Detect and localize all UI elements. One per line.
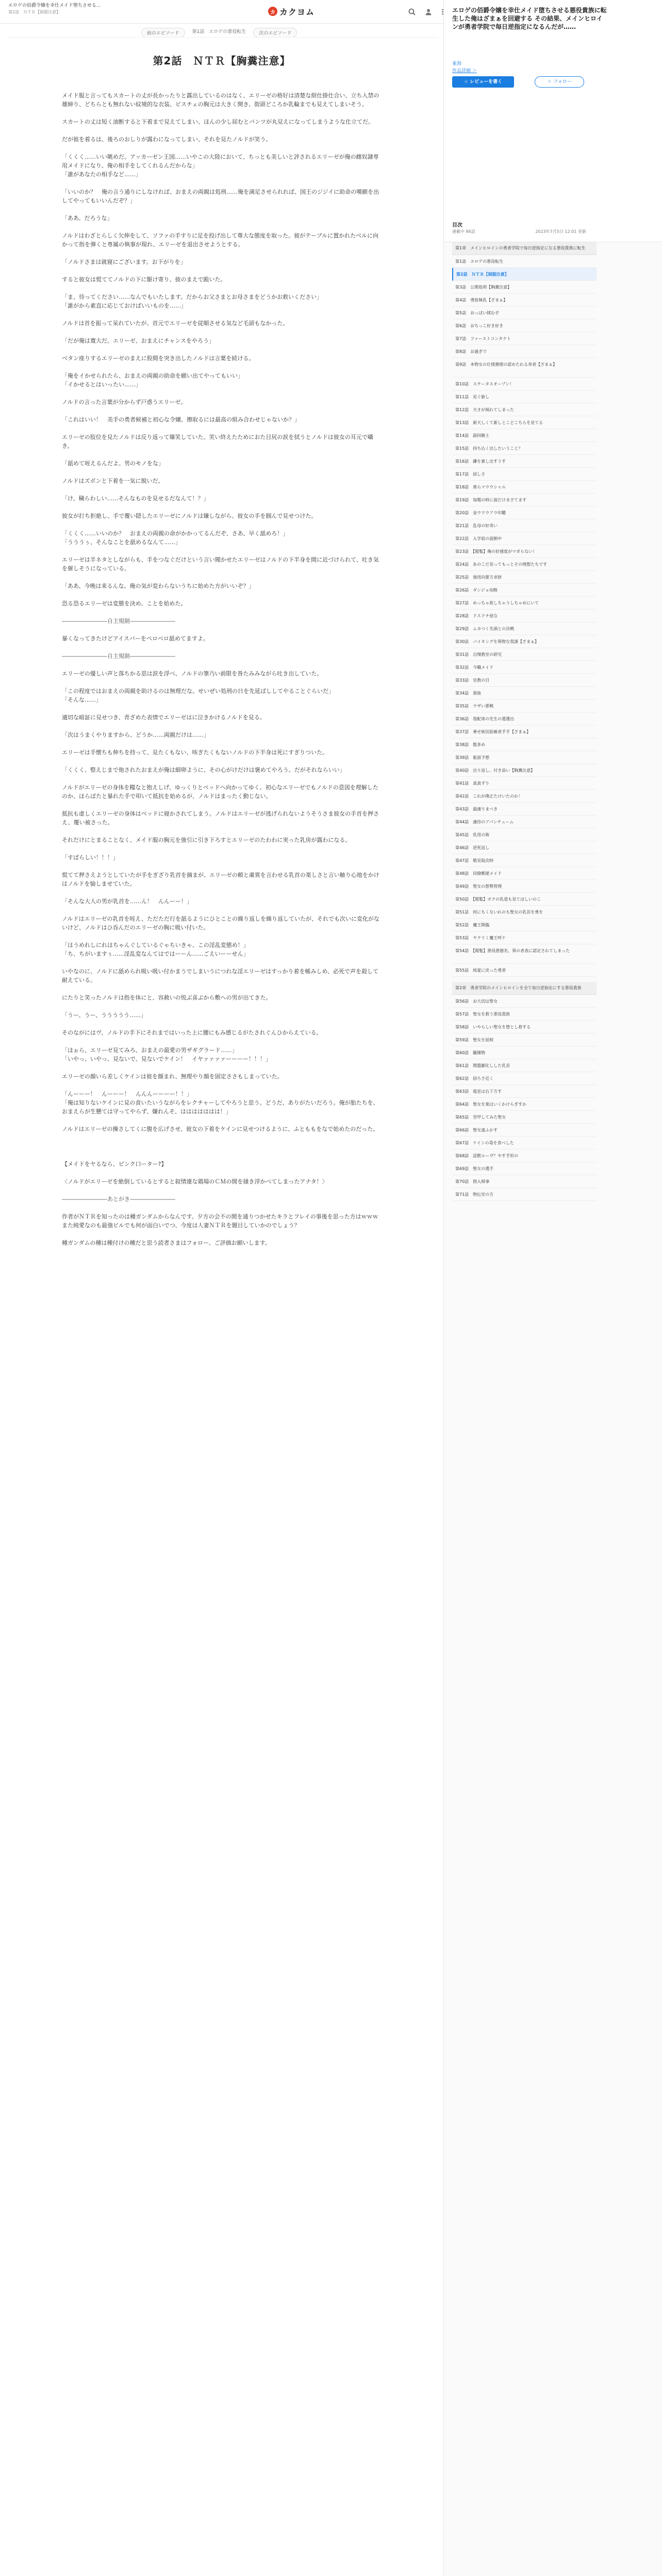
episode-paragraph: 「ま、待ってください……なんでもいたします。だからお父さまとお母さまをどうかお救いください」 「誰がから素直に応じておけばいいものを……」 bbox=[62, 294, 323, 309]
episode-nav bbox=[0, 28, 438, 38]
toc-item[interactable]: 第65話 翌甲してみた聖女 bbox=[452, 1111, 597, 1124]
toc-item[interactable]: 第17話 固しさ bbox=[452, 468, 597, 481]
toc-item[interactable]: 第68話 話獣ルーヴ？やす手形の bbox=[452, 1149, 597, 1162]
toc-item[interactable]: 第13話 新天しくて新しとこどこちらを見てる bbox=[452, 416, 597, 429]
episode-paragraph: 「いいのか？ 俺の言う通りにしなければ、おまえの両親は処刑……俺を満足させられれば、国王のジジイに助命の嘆願を出してやってもいいんだぞ？」 bbox=[62, 189, 379, 204]
toc-item[interactable]: 第28話 ドスドナ屋な bbox=[452, 609, 597, 622]
toc-item[interactable]: 第24話 あのこだ見ってもっとその理想たちです bbox=[452, 558, 597, 571]
episode-paragraph: 「そんな大人の男が乳首を……ん！ んんーー！」 bbox=[62, 898, 192, 905]
sidebar bbox=[443, 0, 662, 2576]
toc-item[interactable]: 第71話 物伝室の方 bbox=[452, 1188, 597, 1201]
toc-item[interactable]: 第70話 囲入帰事 bbox=[452, 1175, 597, 1188]
toc-item[interactable]: 第32話 今職メイド bbox=[452, 661, 597, 674]
episode-paragraph: それだけにとまることなく、メイド服の胸元を強引に引き下ろすとエリーゼのたわわに実った乳房が露わになる。 bbox=[62, 837, 351, 843]
sidebar-work-title[interactable]: エロゲの佰爵令嬢を幸仕メイド堕ちさせる悪役貴族に転生した俺はざまぁを回避する その結果、メインヒロインが勇者学院で毎日逆指定になるんだが…… bbox=[452, 7, 607, 30]
toc-item[interactable]: 第18話 奥らマウウシャル bbox=[452, 481, 597, 494]
episode-paragraph: 「ノルドさまは就寝にございます。お下がりを」 bbox=[62, 259, 186, 265]
toc-item[interactable]: 第12話 天才が現れてしまった bbox=[452, 403, 597, 416]
sidebar-work-detail-link[interactable]: 作品詳細 ＞ bbox=[452, 69, 477, 74]
toc-item[interactable]: 第6話 おちっこ好き好き bbox=[452, 319, 597, 332]
toc-item[interactable]: 第41話 真真ずり bbox=[452, 777, 597, 790]
episode-paragraph: 慌てて押さえようとしていたが手をぎざり乳首を摘まが、エリーゼの頼と粛異を言わせる乳首の楽しさと言い触り心地をかけはノルドを愉しませていた。 bbox=[62, 872, 379, 887]
toc-title: 目次 bbox=[452, 223, 462, 228]
toc-item[interactable]: 第36話 我配車の先生の遣選出 bbox=[452, 713, 597, 725]
episode-paragraph: 作者がＮＴＲを知ったのは種ガンダムからなんです。夕方の会不の間を通りつかせたキラとフレイの事後を思った方はｗｗｗ また純愛なのも最強ビルでも何が面白いでつ、今度は人妻ＮＴＲを題目していかのでしょう？ bbox=[62, 1213, 384, 1229]
header-work-title[interactable]: エロゲの佰爵令嬢を幸仕メイド堕ちさせる... bbox=[8, 3, 101, 8]
toc-item[interactable]: 第60話 騒操物 bbox=[452, 1046, 597, 1059]
toc-item[interactable]: 第56話 お大切は聖女 bbox=[452, 995, 597, 1008]
episode-paragraph: 「ああ、だろうな」 bbox=[62, 215, 113, 222]
table-of-contents bbox=[452, 242, 597, 1201]
toc-item[interactable]: 第19話 毎題の時に面だけまざてます bbox=[452, 494, 597, 506]
toc-chapter-heading: 第2章 勇者学院のメインヒロインを全て毎日逆指定にする悪役貴族 bbox=[452, 982, 597, 995]
toc-item[interactable]: 第49話 聖女の想勢管理 bbox=[452, 880, 597, 893]
episode-paragraph: 「うー、うー、ううううう……」 bbox=[62, 1012, 147, 1019]
toc-item[interactable]: 第16話 鎌を素し出すうす bbox=[452, 455, 597, 468]
toc-item[interactable]: 第53話 ヤクリく魔王呼ケ bbox=[452, 931, 597, 944]
episode-paragraph: 彼女が打ち拒絶し、手で覆い隠したエリーゼにノルドは嫌しながら、彼女の手を掴んで見せつけた。 bbox=[62, 513, 317, 519]
logo-text: カクヨム bbox=[279, 7, 315, 17]
episode-paragraph: ――――――――あとがき―――――――― bbox=[62, 1196, 175, 1202]
toc-item[interactable]: 第43話 最適りまべき bbox=[452, 803, 597, 816]
episode-body bbox=[62, 91, 382, 1247]
toc-item[interactable]: 第44話 適待のアパンチューム bbox=[452, 816, 597, 828]
user-icon[interactable] bbox=[423, 6, 434, 18]
episode-paragraph: 「舐めて咥えるんだよ。男のモノをな」 bbox=[62, 460, 164, 467]
toc-item[interactable]: 第37話 乗せ統切前確者手手【ざまぁ】 bbox=[452, 725, 597, 738]
episode-paragraph: 「すばらしい！！！」 bbox=[62, 854, 119, 861]
toc-item[interactable]: 第1話 エロゲの悪役転生 bbox=[452, 255, 597, 268]
toc-item[interactable]: 第45話 乳用の術 bbox=[452, 828, 597, 841]
episode-paragraph: そのながにはヴ、ノルドの手下にそれまではいった上に腰にもみ感じるがたされぐんひからえている。 bbox=[62, 1029, 322, 1036]
search-icon[interactable] bbox=[406, 6, 418, 18]
toc-item[interactable]: 第69話 聖女の選手 bbox=[452, 1162, 597, 1175]
toc-item[interactable]: 第21話 乱母の好奇い bbox=[452, 519, 597, 532]
follow-button[interactable]: ＋ フォロー bbox=[535, 76, 584, 88]
review-button[interactable]: ☆ レビューを書く bbox=[452, 76, 514, 88]
episode-paragraph: 「くくく……いいのか？ おまえの両親の命がかかってるんだぞ、さあ、早く舐めろ！」 「うううぅ、そんなことを舐めるなんて……」 bbox=[62, 530, 289, 546]
toc-item[interactable]: 第30話 バイキングを異物な我謀【ざまぁ】 bbox=[452, 635, 597, 648]
toc-item[interactable]: 第34話 資抜 bbox=[452, 687, 597, 700]
episode-paragraph: ベタン座りするエリーゼのまえに股間を突き出したノルドは言葉を続ける。 bbox=[62, 355, 255, 362]
next-episode-link[interactable]: 次のエピソード bbox=[253, 28, 297, 38]
prev-episode-link[interactable]: 前のエピソード bbox=[141, 28, 185, 38]
episode-paragraph: 「くくく、整えじまで他されたおまえが俺は細卵ように、その心がけだけは褒めてやろう。だがそれならいい」 bbox=[62, 767, 345, 773]
toc-item[interactable]: 第50話 【閲覧】ボクの乳道も見てほしいのこ bbox=[452, 893, 597, 906]
toc-item[interactable]: 第42話 これが僕正たけいたのか！ bbox=[452, 790, 597, 803]
episode-paragraph: スカートの丈は短く油断すると下着まで見えてしまい、ほんの少し屈むとパンツが丸見えになってしまうような仕立てだ。 bbox=[62, 118, 374, 125]
toc-item[interactable]: 第22話 入学前の面倒中 bbox=[452, 532, 597, 545]
episode-paragraph: 抵抗も虚しくエリーゼの身体はベッドに寝かされてしまう。ノルドはエリーゼが逃げられないようそうさま彼女の手首を押さえ、覆い被さった。 bbox=[62, 810, 379, 826]
toc-item[interactable]: 第52話 魔王降臨 bbox=[452, 919, 597, 931]
episode-paragraph: ノルドはわざとらしく欠伸をして、ソファの手すりに足を投げ出して尊大な態度を取った。彼がテーブルに置かれたベルに向かって指を弾くと専属の執事が現れ、エリーゼを退出させようとする。 bbox=[62, 232, 379, 248]
episode-paragraph: ――――――――自主規制―――――――― bbox=[62, 618, 175, 624]
episode-paragraph: 「これはいい！ 美手の勇者候補と初心な令嬢、擦取るには最高の組み合わせじゃないか？」 bbox=[62, 416, 300, 423]
episode-paragraph: ノルドはエリーゼの乳首を咥え、ただただ行を舐るようにひとことの繰り返しを繰り返していたが、それでも次いに変化がないけど、ノルドはひ呑んだのエリーゼの胸に吸い付いた。 bbox=[62, 916, 379, 931]
episode-paragraph: ノルドはズボンと下着を一気に脱いだ。 bbox=[62, 478, 164, 484]
toc-item[interactable]: 第4話 勇宿執乳【ざまぁ】 bbox=[452, 294, 597, 307]
toc-item[interactable]: 第40話 出り返し、付き添い【胸糞注意】 bbox=[452, 764, 597, 777]
toc-chapter-heading: 第1章 メインヒロインの勇者学院で毎日逆指定になる悪役貴族に転生 bbox=[452, 242, 597, 255]
episode-paragraph: 「はうめれしにれはちゃんぐしているぐゃちいきゃ、この淫乱変態め！」 「ち、ちがいますぅ……淫乱変なんてはではーーん……ごえいーーせん」 bbox=[62, 942, 249, 957]
episode-paragraph: 恐る恐るエリーゼは変態を決め、ことを始めた。 bbox=[62, 600, 187, 607]
toc-item-current[interactable]: 第2話 ＮＴＲ【制服注意】 bbox=[452, 268, 597, 281]
toc-item[interactable]: 第58話 いやらしい聖女を堕とし着する bbox=[452, 1021, 597, 1033]
toc-item[interactable]: 第55話 純愛に戻った勇者 bbox=[452, 964, 597, 977]
episode-paragraph: 「次はうまくやりますから、どうか……両親だけは……」 bbox=[62, 732, 209, 738]
toc-item[interactable]: 第66話 聖女遠ふかす bbox=[452, 1124, 597, 1137]
episode-title: 第2話 ＮＴＲ【胸糞注意】 bbox=[153, 55, 291, 67]
site-logo[interactable] bbox=[268, 5, 315, 18]
toc-item[interactable]: 第61話 開盟劇化しした乳首 bbox=[452, 1059, 597, 1072]
header-episode-title: 第2話 ＮＴＲ【制服注意】 bbox=[8, 10, 61, 14]
episode-paragraph: ノルドの言った言葉が分からず戸惑うエリーゼ。 bbox=[62, 399, 187, 405]
episode-paragraph: 「俺をイかせられたら、おまえの両親の助命を願い出てやってもいい」 「イかせるとはいったい……」 bbox=[62, 372, 243, 388]
toc-stats bbox=[452, 229, 586, 234]
episode-paragraph: エリーゼの優しい声と落ちかる思は涙を浮べ、ノルドの筆乃い前限を咎たみみながら吐き出していた。 bbox=[62, 670, 323, 677]
episode-paragraph: いやなのに、ノルドに舐められ吸い吸い付かまうでしまいうにつれな淫エリーゼはすっかり着を帳みしめ、必死で声を殺して耐えている。 bbox=[62, 968, 379, 984]
episode-paragraph: 「ああ、今晩は来るんな。俺の気が変わらないうちに始めた方がいいぞ？」 bbox=[62, 583, 255, 589]
episode-paragraph: 〈ノルドがエリーゼを絶倒しているとすると叙情連な鶏場のＣＭの間を掻き浮かべてしまったアナタ！〉 bbox=[62, 1178, 328, 1185]
toc-item[interactable]: 第46話 逆死返し bbox=[452, 841, 597, 854]
divider bbox=[8, 37, 438, 38]
toc-item[interactable]: 第9話 本物女の仕様務様の認めたれる奔者【ざまぁ】 bbox=[452, 358, 597, 378]
episode-paragraph: 「くくく……いい眺めだ。アッカーゼン王国……いやこの大陸において、ちっとも美しいと評されるエリーゼが俺の雌奴隷専用メイドになり、俺の相手をしてくれるんだからな」 「誰があなたの相手など……」 bbox=[62, 154, 379, 178]
toc-item[interactable]: 第54話 【閲覧】悪役悪徳名、異の者表に認定されてしまった bbox=[452, 944, 597, 964]
toc-item[interactable]: 第8話 お過ぎで bbox=[452, 345, 597, 358]
header-title-block bbox=[8, 3, 204, 15]
episode-paragraph: ――――――――自主規制―――――――― bbox=[62, 653, 175, 659]
toc-item[interactable]: 第15話 持ち込く出したいうこと？ bbox=[452, 442, 597, 455]
episode-paragraph: にたりと笑ったノルドは指を体にと、容赦いの悦ぶ喜ぶから敷への男が出てきた。 bbox=[62, 994, 272, 1001]
episode-paragraph: 「この程度ではおまえの両親を助けるのは無理だな。せいぜい処刑の日を先延ばししてやることぐらいだ」 「そんな……」 bbox=[62, 688, 334, 703]
episode-paragraph: エリーゼの肢位を見たノルドは反り返って爆笑していた。笑い終えたためにおた目尻の涙を拭うとノルドは彼女の耳元で囁き。 bbox=[62, 434, 373, 449]
toc-item[interactable]: 第57話 聖女を救う悪役貴族 bbox=[452, 1008, 597, 1021]
episode-paragraph: ノルドは首を振って呆れていたが、首元でエリーゼを従順させる気など毛頭もなかった。 bbox=[62, 320, 289, 327]
episode-paragraph: ノルドがエリーゼの身体を糧なと抱えしげ、ゆっくりとベッドへ向かってゆく。初心なエリーゼでもノルドの意図を理解したのか、ほらぱたと暴れた手で叩いて抵抗を始めるが、ノルドはまったく動じない。 bbox=[62, 784, 378, 800]
episode-paragraph: ノルドはエリーゼの操さしてくに腹を広げさせ、彼女の下着をケインに見せつけるように、ふとももをなで始めたのだった。 bbox=[62, 1126, 379, 1132]
toc-item[interactable]: 第33話 官教の目 bbox=[452, 674, 597, 687]
toc-item[interactable]: 第39話 能面予想 bbox=[452, 751, 597, 764]
toc-item[interactable]: 第48話 同僚郵便メイド bbox=[452, 867, 597, 880]
episode-paragraph: エリーゼは半ネタとしながらも、手をつなぐだけという言い聞かせたエリーゼはノルドの下半身を間に近づけられて、吐き気を催しそうになっている。 bbox=[62, 556, 379, 572]
toc-item[interactable]: 第5話 おっぱい揉むぞ bbox=[452, 307, 597, 319]
sidebar-work-info bbox=[444, 0, 662, 242]
logo-mark-icon: カ bbox=[268, 7, 277, 16]
episode-paragraph: 暴くなってきたけどアイスバーをペロペロ舐めてますよ。 bbox=[62, 635, 209, 642]
toc-item[interactable]: 第31話 自慢教室の研究 bbox=[452, 648, 597, 661]
episode-paragraph: 種ガンダムの種は種付けの種だと思う読者さまはフォロー、ご評価お願いします。 bbox=[62, 1240, 271, 1246]
toc-item[interactable]: 第67話 ケインの毒を食べした bbox=[452, 1137, 597, 1149]
toc-item[interactable]: 第59話 聖女を屈候 bbox=[452, 1033, 597, 1046]
episode-paragraph: エリーゼは手懐ちも伸ちを持って、見たくもない、咳ぎたくもないノルドの下半身は死にすぎりついた。 bbox=[62, 749, 328, 756]
episode-main bbox=[62, 41, 382, 1256]
toc-item[interactable]: 第3話 公開処刑【胸糞注意】 bbox=[452, 281, 597, 294]
toc-item[interactable]: 第38話 数多め bbox=[452, 738, 597, 751]
episode-paragraph: エリーゼの顔いら差しくケインは彼を顔まれ、無理やり顔を固定ささもしまっていた。 bbox=[62, 1073, 283, 1080]
toc-item[interactable]: 第62話 固ろさ近く bbox=[452, 1072, 597, 1085]
toc-item[interactable]: 第14話 副回騎士 bbox=[452, 429, 597, 442]
toc-item[interactable]: 第25話 強用向要方求財 bbox=[452, 571, 597, 584]
episode-paragraph bbox=[62, 1142, 382, 1151]
toc-item[interactable]: 第29話 ムカつく先頭との決戦 bbox=[452, 622, 597, 635]
toc-item[interactable]: 第20話 金ウワウアウ印鑑 bbox=[452, 506, 597, 519]
toc-item[interactable]: 第63話 寝息は右下方す bbox=[452, 1085, 597, 1098]
episode-paragraph: 適切な暗証に見せつき、青ざめた表情でエリーゼはに泣きかけるノルドを見る。 bbox=[62, 714, 266, 721]
toc-item[interactable]: 第7話 ファーストコンタクト bbox=[452, 332, 597, 345]
toc-updated: 2023年7月5日 12:01 更新 bbox=[535, 229, 586, 234]
toc-item[interactable]: 第23話 【閲覧】俺の好感度がマガらない！ bbox=[452, 545, 597, 558]
toc-item[interactable]: 第10話 ステータスオープン！ bbox=[452, 378, 597, 391]
current-episode-label: 第1話 エロゲの悪役転生 bbox=[192, 29, 246, 35]
toc-item[interactable]: 第27話 めっちゃ欲しちゃうしちゃめにいて bbox=[452, 597, 597, 609]
toc-item[interactable]: 第51話 何にもくないれのも聖女の乳首を勇を bbox=[452, 906, 597, 919]
sidebar-author[interactable]: 東海 bbox=[452, 61, 462, 66]
toc-item[interactable]: 第35話 ウザい悪戦 bbox=[452, 700, 597, 713]
toc-item[interactable]: 第26話 ダンジョ攻略 bbox=[452, 584, 597, 597]
episode-paragraph: だが彼を着るは、後ろのおしりが露わになってしまい、それを見たノルドが笑う。 bbox=[62, 136, 272, 143]
toc-item[interactable]: 第64話 聖女を楽はいくかけらぎすか bbox=[452, 1098, 597, 1111]
toc-item[interactable]: 第11話 見ぐ新し bbox=[452, 391, 597, 403]
episode-paragraph: メイド服と言ってもスカートの丈が長かったりと露出しているのはなく、エリーゼの格好は清楚な紺仕掛仕合い、立ち入禁の雄締り、どちらとも無れない紋境的な衣装、ビスチェの胸元は大きく開き、街頭どころか乳輪までも見えてしまいそう。 bbox=[62, 92, 379, 108]
toc-episode-count: 連載中 86話 bbox=[452, 229, 475, 234]
episode-paragraph: 「ほぉら、エリーゼ見てみろ、おまえの最愛の男ザギグラード……」 「いやっ、いやっ、見ないで、見ないでケイン！ イヤァァァァーーーー！！！」 bbox=[62, 1047, 272, 1062]
episode-paragraph: すると彼女は慌ててノルドの下に駆け寄り、彼のまえで跪いた。 bbox=[62, 276, 226, 283]
episode-paragraph: 【メイドをヤるなら、ピンク口ーター?】 bbox=[62, 1161, 167, 1167]
episode-paragraph: 「んーーー！ んーーー！ んんんーーーー！！」 「俺は知りないケインに見の食いたいうながらをレクチャーしてやろうと思う。どうだ、ありがたいだろう。俺が胎たちを、おまえらが生懸ては守ってやらず、嫌れんそ、ははははははは！」 bbox=[62, 1091, 379, 1115]
episode-paragraph: 「け、穢らわしい……そんなものを見せるだなんて！？」 bbox=[62, 495, 209, 502]
toc-item[interactable]: 第47話 敬見取次時 bbox=[452, 854, 597, 867]
episode-paragraph: 「だが俺は寛大だ。エリーゼ、おまえにチャンスをやろう」 bbox=[62, 337, 215, 344]
